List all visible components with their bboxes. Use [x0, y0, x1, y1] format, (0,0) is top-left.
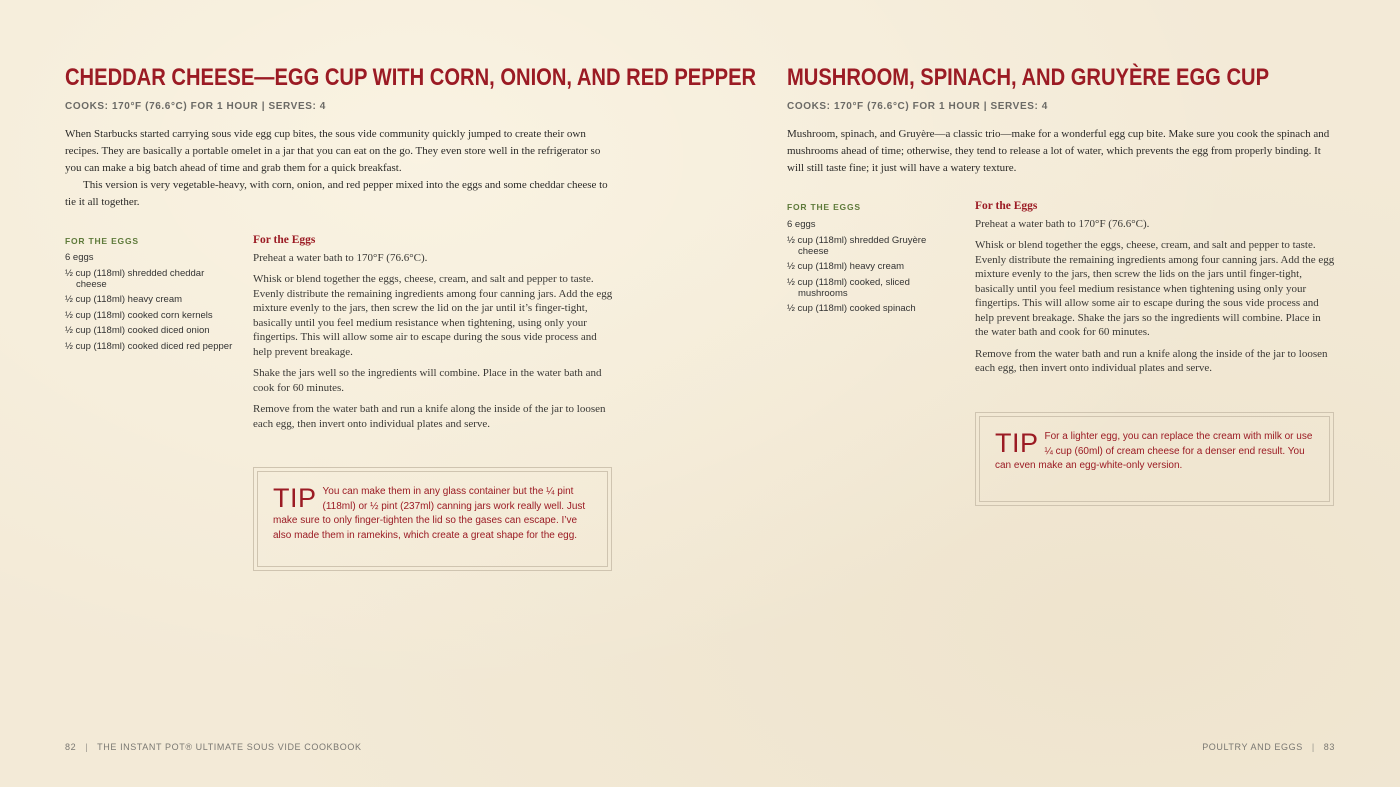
method-step: Whisk or blend together the eggs, cheese, cream, and salt and pepper to taste. Evenly distribute the remaining ingredients among four canning jars. Add the egg mixture evenly to the jars, then screw the lid on the jar until it’s finger-tight, basically until you feel medium resistance when tightening, using only your fingertips. This will allow some air to escape during the sous vide process and help prevent breakage. — [253, 273, 613, 358]
ingredient-item: ½ cup (118ml) cooked diced onion — [65, 325, 210, 336]
ingredient-item: 6 eggs — [65, 252, 94, 263]
intro-paragraph: When Starbucks started carrying sous vide egg cup bites, the sous vide community quickly jumped to create their own recipes. They are basically a portable omelet in a jar that you can eat on the go. They even store well in the refrigerator so you can make a big batch ahead of time and grab them for a quick breakfast. — [65, 128, 601, 174]
ingredient-item: 6 eggs — [787, 219, 816, 230]
ingredient-item: ½ cup (118ml) cooked spinach — [787, 303, 916, 314]
ingredient-item: ½ cup (118ml) shredded cheddar cheese — [65, 267, 205, 290]
tip-text: For a lighter egg, you can replace the cream with milk or use ¼ cup (60ml) of cream cheese for a denser end result. You can even make an egg-white-only version. — [995, 431, 1313, 471]
method-step: Preheat a water bath to 170°F (76.6°C). — [253, 251, 428, 264]
book-title: THE INSTANT POT® ULTIMATE SOUS VIDE COOKBOOK — [97, 742, 362, 752]
method-section — [975, 199, 1335, 383]
method-step: Whisk or blend together the eggs, cheese, cream, and salt and pepper to taste. Evenly distribute the remaining ingredients among four canning jars. Add the egg mixture evenly to the jars, then screw the lids on the jars until finger-tight, basically until you feel medium resistance when tightening using only your fingertips. This will allow some air to escape during the sous vide process and help prevent breakage. Shake the jars so the ingredients will combine. Place in the water bath and cook for 60 minutes. — [975, 239, 1335, 338]
method-step: Preheat a water bath to 170°F (76.6°C). — [975, 217, 1150, 230]
ingredient-item: ½ cup (118ml) cooked corn kernels — [65, 309, 213, 321]
intro-paragraph: Mushroom, spinach, and Gruyère—a classic trio—make for a wonderful egg cup bite. Make sure you cook the spinach and mushrooms ahead of time; otherwise, they tend to release a lot of water, which prevents the egg from properly binding. It will still taste fine; it just will have a watery texture. — [787, 128, 1330, 174]
right-page — [700, 0, 1400, 787]
recipe-title: MUSHROOM, SPINACH, AND GRUYÈRE EGG CUP — [787, 64, 1270, 91]
ingredients-heading: FOR THE EGGS — [787, 202, 861, 212]
method-step: Shake the jars well so the ingredients will combine. Place in the water bath and cook for 60 minutes. — [253, 367, 602, 394]
method-step: Remove from the water bath and run a knife along the inside of the jar to loosen each egg, then invert onto individual plates and serve. — [253, 403, 606, 430]
recipe-meta: COOKS: 170°F (76.6°C) FOR 1 HOUR | SERVES: 4 — [787, 101, 1048, 112]
section-title: POULTRY AND EGGS — [1202, 742, 1303, 752]
page-footer — [65, 742, 362, 752]
tip-text: You can make them in any glass container but the ¼ pint (118ml) or ½ pint (237ml) canning jars work really well. Just make sure to only finger-tighten the lid so the gases can escape. I’ve also made them in ramekins, which create a great shape for the egg. — [273, 486, 586, 541]
recipe-intro — [65, 126, 613, 211]
footer-separator: | — [85, 742, 89, 752]
ingredients-heading: FOR THE EGGS — [65, 236, 139, 246]
ingredient-item: ½ cup (118ml) shredded Gruyère cheese — [787, 234, 927, 257]
page-footer — [1202, 742, 1335, 752]
tip-content — [979, 416, 1330, 502]
method-step: Remove from the water bath and run a knife along the inside of the jar to loosen each egg, then invert onto individual plates and serve. — [975, 347, 1328, 374]
tip-label: TIP — [273, 483, 317, 513]
method-section — [253, 233, 613, 438]
tip-content — [257, 471, 608, 567]
tip-label: TIP — [995, 428, 1039, 458]
method-heading: For the Eggs — [253, 234, 316, 246]
page-number: 82 — [65, 742, 77, 752]
tip-box — [975, 412, 1334, 506]
recipe-intro — [787, 126, 1335, 177]
ingredients-list — [65, 252, 235, 356]
footer-separator: | — [1311, 742, 1315, 752]
ingredient-item: ½ cup (118ml) heavy cream — [65, 294, 183, 305]
recipe-meta: COOKS: 170°F (76.6°C) FOR 1 HOUR | SERVES: 4 — [65, 101, 326, 112]
recipe-title: CHEDDAR CHEESE—EGG CUP WITH CORN, ONION, AND RED PEPPER — [65, 64, 757, 91]
page-number: 83 — [1323, 742, 1335, 752]
method-heading: For the Eggs — [975, 200, 1038, 212]
ingredients-list — [787, 219, 937, 319]
ingredient-item: ½ cup (118ml) heavy cream — [787, 261, 905, 272]
tip-box — [253, 467, 612, 571]
ingredient-item: ½ cup (118ml) cooked, sliced mushrooms — [787, 276, 910, 299]
intro-paragraph: This version is very vegetable-heavy, with corn, onion, and red pepper mixed into the eggs and some cheddar cheese to tie it all together. — [65, 179, 608, 208]
ingredient-item: ½ cup (118ml) cooked diced red pepper — [65, 340, 233, 352]
